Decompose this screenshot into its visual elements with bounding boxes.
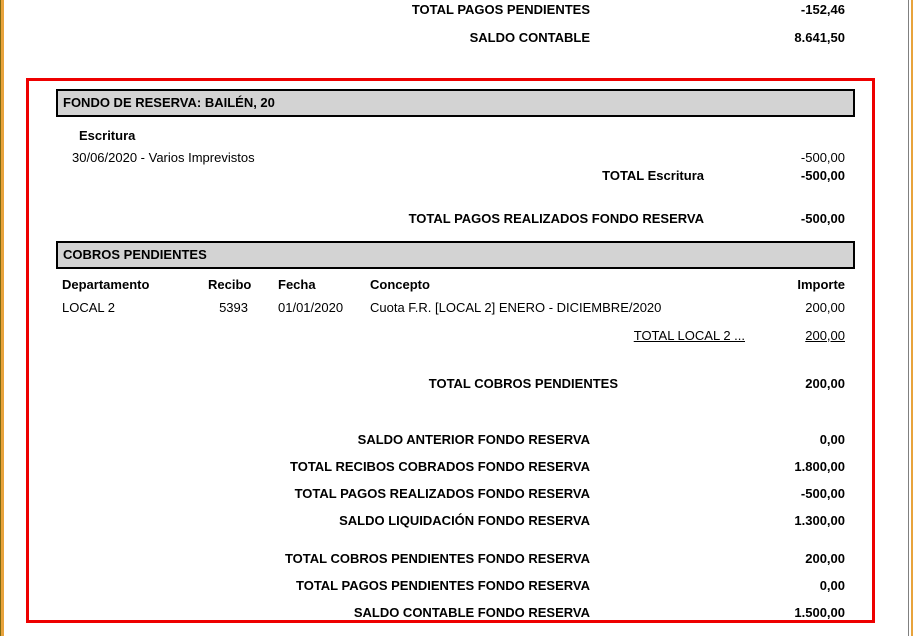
summary-row-label: SALDO CONTABLE FONDO RESERVA	[353, 605, 590, 620]
section-header-cobros-pendientes: COBROS PENDIENTES	[56, 241, 855, 269]
summary-row-amount: 0,00	[819, 578, 845, 593]
total-row-amount: -500,00	[800, 168, 845, 183]
table-row	[29, 301, 872, 315]
summary-row-label: SALDO ANTERIOR FONDO RESERVA	[357, 432, 590, 447]
total-row-label: TOTAL PAGOS PENDIENTES	[411, 2, 590, 17]
cell-recibo: 5393	[219, 300, 248, 315]
summary-row	[29, 552, 845, 579]
total-row-label: TOTAL COBROS PENDIENTES	[428, 376, 618, 391]
summary-contable-block	[29, 552, 872, 623]
column-header-departamento: Departamento	[62, 277, 150, 292]
summary-row-label: TOTAL PAGOS REALIZADOS FONDO RESERVA	[294, 486, 590, 501]
total-row-label: TOTAL Escritura	[602, 168, 704, 183]
summary-row	[29, 487, 845, 514]
summary-row	[29, 460, 845, 487]
summary-row-label: TOTAL COBROS PENDIENTES FONDO RESERVA	[284, 551, 590, 566]
cell-departamento: LOCAL 2	[62, 300, 115, 315]
entry-amount: -500,00	[800, 150, 845, 165]
cell-importe: 200,00	[805, 300, 845, 315]
window-edge-right	[908, 0, 917, 636]
column-header-concepto: Concepto	[370, 278, 430, 292]
total-row-amount: 8.641,50	[794, 30, 845, 45]
cell-fecha: 01/01/2020	[278, 300, 344, 315]
summary-row-amount: 0,00	[819, 432, 845, 447]
total-row	[0, 3, 845, 31]
column-header-importe: Importe	[797, 277, 845, 292]
summary-row-amount: 1.300,00	[794, 513, 845, 528]
window-edge-left	[0, 0, 4, 636]
summary-row	[29, 514, 845, 541]
total-row-label: SALDO CONTABLE	[469, 30, 590, 45]
total-pagos-realizados-row	[29, 212, 872, 226]
entry-description: 30/06/2020 - Varios Imprevistos	[72, 150, 255, 165]
subtotal-label: TOTAL LOCAL 2 ...	[633, 328, 745, 343]
escritura-entry-row	[29, 151, 872, 165]
column-header-fecha: Fecha	[278, 277, 316, 292]
total-row-label: TOTAL PAGOS REALIZADOS FONDO RESERVA	[408, 211, 704, 226]
fondo-reserva-highlight-box	[26, 78, 875, 623]
summary-liquidacion-block	[29, 433, 872, 541]
total-row	[0, 31, 845, 59]
summary-row-label: TOTAL RECIBOS COBRADOS FONDO RESERVA	[290, 459, 590, 474]
subtotal-local-row	[29, 329, 872, 343]
top-summary	[0, 0, 917, 59]
summary-row-label: TOTAL PAGOS PENDIENTES FONDO RESERVA	[296, 578, 590, 593]
summary-row-amount: 1.500,00	[794, 605, 845, 620]
cobros-table-header	[29, 278, 872, 292]
summary-row-amount: 200,00	[805, 551, 845, 566]
subtotal-amount: 200,00	[805, 328, 845, 343]
summary-row	[29, 433, 845, 460]
summary-row-amount: -500,00	[800, 486, 845, 501]
total-row-amount: -500,00	[800, 211, 845, 226]
total-cobros-pendientes-row	[29, 377, 872, 391]
section-header-fondo-reserva: FONDO DE RESERVA: BAILÉN, 20	[56, 89, 855, 117]
summary-row	[29, 579, 845, 606]
summary-row	[29, 606, 845, 623]
summary-row-label: SALDO LIQUIDACIÓN FONDO RESERVA	[339, 513, 590, 528]
escritura-group-title: Escritura	[79, 128, 136, 143]
total-row-amount: 200,00	[805, 376, 845, 391]
summary-row-amount: 1.800,00	[794, 459, 845, 474]
total-row-amount: -152,46	[800, 2, 845, 17]
cell-concepto: Cuota F.R. [LOCAL 2] ENERO - DICIEMBRE/2020	[370, 301, 662, 315]
column-header-recibo: Recibo	[208, 277, 252, 292]
total-escritura-row	[29, 169, 872, 183]
